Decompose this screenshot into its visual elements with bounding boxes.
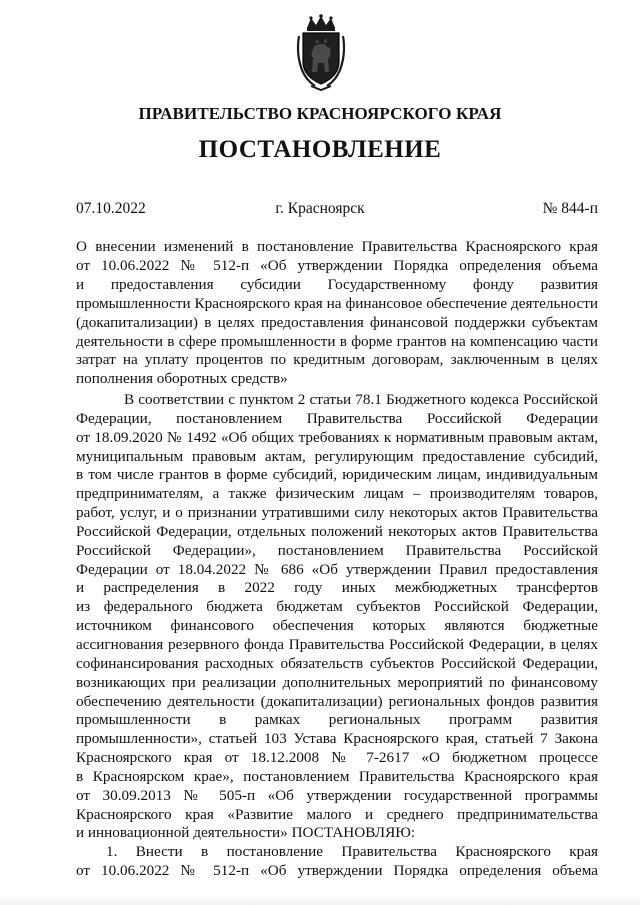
- body-line: софинансирования расходных обязательств субъектов Российской Федерации,: [76, 654, 598, 672]
- body-line: Федерации от 18.04.2022 № 686 «Об утверждении Правил предоставления: [76, 560, 598, 578]
- subject-line: промышленности Красноярского края на финансовое обеспечение деятельности: [76, 294, 598, 312]
- body-line: и распределения в 2022 году иных межбюджетных трансфертов: [76, 579, 598, 597]
- body-line: 1. Внести в постановление Правительства Красноярского края: [106, 843, 598, 861]
- body-line: работ, услуг, и о признании утратившими силу некоторых актов Правительства: [76, 504, 598, 522]
- body-line: и инновационной деятельности» ПОСТАНОВЛЯЮ:: [76, 824, 416, 842]
- body-line: из федерального бюджета бюджетам субъектов Российской Федерации,: [76, 598, 598, 616]
- document-body: [76, 391, 598, 881]
- body-line: В соответствии с пунктом 2 статьи 78.1 Бюджетного кодекса Российской: [124, 391, 598, 408]
- body-line: в том числе грантов в форме субсидий, юридическим лицам, индивидуальным: [76, 466, 598, 484]
- body-line: Российской Федерации», постановлением Правительства Российской: [76, 541, 598, 559]
- body-line: Красноярского края «Развитие малого и среднего предпринимательства: [76, 805, 598, 823]
- body-line: ассигнования резервного фонда Правительства Российской Федерации, в целях: [76, 635, 598, 653]
- document-type-title: ПОСТАНОВЛЕНИЕ: [198, 136, 442, 163]
- body-line: от 18.09.2020 № 1492 «Об общих требованиях к нормативным правовым актам,: [76, 428, 598, 446]
- document-date: 07.10.2022: [76, 200, 146, 217]
- body-line: обеспечению деятельности (докапитализации) региональных фондов развития: [76, 692, 598, 710]
- subject-line: деятельности в сфере промышленности в форме грантов на компенсацию части: [76, 332, 598, 350]
- body-line: Российской Федерации, отдельных положений некоторых актов Правительства: [76, 522, 598, 540]
- body-line: от 10.06.2022 № 512-п «Об утверждении Порядка определения объема: [76, 862, 598, 880]
- page-bottom-edge: [0, 896, 640, 905]
- subject-line: (докапитализации) в целях предоставления финансовой поддержки субъектам: [76, 313, 598, 331]
- body-line: промышленности», статьей 103 Устава Красноярского края, статьей 7 Закона: [76, 730, 598, 748]
- document-city: г. Красноярск: [275, 200, 365, 217]
- body-line: промышленности в рамках региональных программ развития: [76, 711, 598, 729]
- body-line: Федерации, постановлением Правительства Российской Федерации: [76, 409, 598, 427]
- body-line: источником финансового обеспечения которых являются бюджетные: [76, 617, 598, 635]
- subject-line: пополнения оборотных средств»: [76, 370, 288, 388]
- document-subject: [76, 238, 598, 389]
- organization-title: ПРАВИТЕЛЬСТВО КРАСНОЯРСКОГО КРАЯ: [138, 104, 502, 123]
- document-number: № 844-п: [542, 200, 598, 217]
- body-line: в Красноярском крае», постановлением Правительства Красноярского края: [76, 767, 598, 785]
- subject-line: затрат на уплату процентов по кредитным договорам, заключенным в целях: [76, 351, 598, 369]
- body-line: муниципальным правовым актам, регулирующим предоставление субсидий,: [76, 447, 598, 465]
- body-line: от 30.09.2013 № 505-п «Об утверждении государственной программы: [76, 786, 598, 804]
- subject-line: от 10.06.2022 № 512-п «Об утверждении Порядка определения объема: [76, 256, 598, 274]
- subject-line: О внесении изменений в постановление Правительства Красноярского края: [76, 238, 598, 255]
- coat-of-arms-icon: [293, 14, 349, 92]
- body-line: предпринимателям, а также физическим лицам – производителям товаров,: [76, 485, 598, 503]
- body-line: возникающих при реализации дополнительных мероприятий по финансовому: [76, 673, 598, 691]
- body-line: Красноярского края от 18.12.2008 № 7-2617 «О бюджетном процессе: [76, 749, 598, 767]
- subject-line: и предоставления субсидии Государственному фонду развития: [76, 275, 598, 293]
